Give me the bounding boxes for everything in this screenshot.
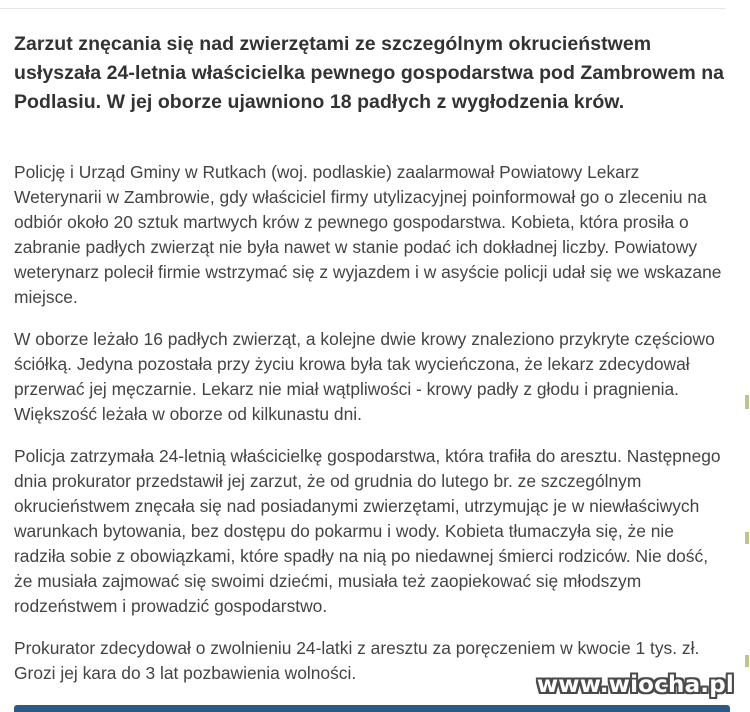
watermark: www.wiocha.pl [536, 672, 734, 698]
article [14, 30, 726, 703]
article-paragraph: Prokurator zdecydował o zwolnieniu 24-latki z aresztu za poręczeniem w kwocie 1 tys. zł. Grozi jej kara do 3 lat pozbawienia wolności. [14, 638, 700, 683]
sidebar-edge-mark [745, 395, 749, 409]
top-divider [0, 0, 726, 9]
article-paragraph: W oborze leżało 16 padłych zwierząt, a kolejne dwie krowy znaleziono przykryte częściowo ściółką. Jedyna pozostała przy życiu krowa była tak wycieńczona, że lekarz zdecydował przerwać jej męczarnie. Lekarz nie miał wątpliwości - krowy padły z głodu i pragnienia. Większość leżała w oborze od kilkunastu dni. [14, 329, 715, 424]
article-paragraph: Policja zatrzymała 24-letnią właścicielkę gospodarstwa, która trafiła do aresztu. Następnego dnia prokurator przedstawił jej zarzut, że od grudnia do lutego br. ze szczególnym okrucieństwem znęcała się nad posiadanymi zwierzętami, utrzymując je w niewłaściwych warunkach bytowania, bez dostępu do pokarmu i wody. Kobieta tłumaczyła się, że nie radziła sobie z obowiązkami, które spadły na nią po niedawnej śmierci rodziców. Nie dość, że musiała zajmować się swoimi dziećmi, musiała też zaopiekować się młodszym rodzeństwem i prowadzić gospodarstwo. [14, 446, 721, 616]
article-lead: Zarzut znęcania się nad zwierzętami ze szczególnym okrucieństwem usłyszała 24-letnia właścicielka pewnego gospodarstwa pod Zambrowem na Podlasiu. W jej oborze ujawniono 18 padłych z wygłodzenia krów. [14, 33, 725, 113]
bottom-bar [14, 705, 730, 712]
right-sidebar-edge [731, 0, 750, 712]
sidebar-edge-mark [745, 532, 749, 544]
article-paragraph: Policję i Urząd Gminy w Rutkach (woj. podlaskie) zaalarmował Powiatowy Lekarz Weterynarii w Zambrowie, gdy właściciel firmy utylizacyjnej poinformował go o zleceniu na odbiór około 20 sztuk martwych krów z pewnego gospodarstwa. Kobieta, która prosiła o zabranie padłych zwierząt nie była nawet w stanie podać ich dokładnej liczby. Powiatowy weterynarz polecił firmie wstrzymać się z wyjazdem i w asyście policji udał się we wskazane miejsce. [14, 162, 722, 307]
article-body [14, 160, 726, 686]
sidebar-edge-mark [745, 655, 749, 667]
